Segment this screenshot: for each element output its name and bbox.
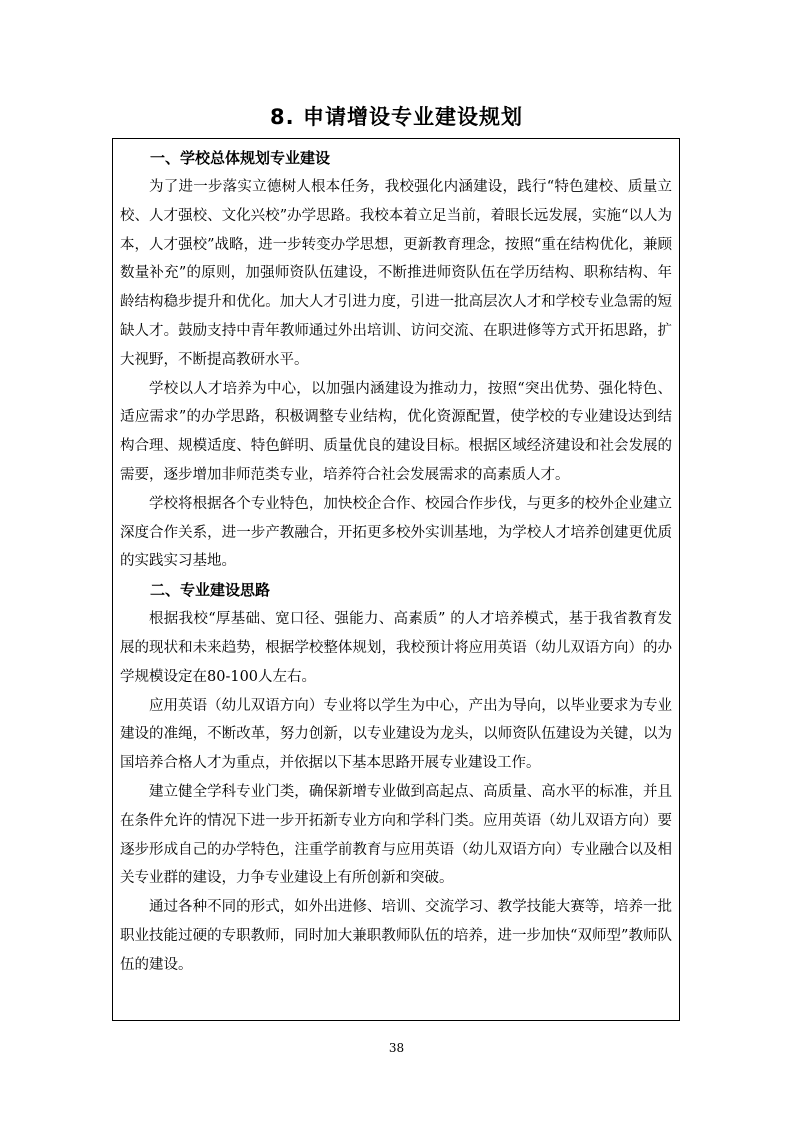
paragraph: 建立健全学科专业门类，确保新增专业做到高起点、高质量、高水平的标准，并且在条件允许的情况下进一步开拓新专业方向和学科门类。应用英语（幼儿双语方向）要逐步形成自己的办学特色，注重学前教育与应用英语（幼儿双语方向）专业融合以及相关专业群的建设，力争专业建设上有所创新和突破。	[120, 783, 672, 887]
page-title: 8. 申请增设专业建设规划	[270, 105, 523, 129]
section-heading: 一、学校总体规划专业建设	[150, 149, 331, 167]
document-body	[120, 144, 672, 980]
paragraph: 根据我校“厚基础、宽口径、强能力、高素质” 的人才培养模式，基于我省教育发展的现状和未来趋势，根据学校整体规划，我校预计将应用英语（幼儿双语方向）的办学规模设定在80-100人左右。	[120, 611, 672, 685]
paragraph: 学校以人才培养为中心，以加强内涵建设为推动力，按照“突出优势、强化特色、适应需求”的办学思路，积极调整专业结构，优化资源配置，使学校的专业建设达到结构合理、规模适度、特色鲜明、质量优良的建设目标。根据区域经济建设和社会发展的需要，逐步增加非师范类专业，培养符合社会发展需求的高素质人才。	[120, 380, 672, 483]
section-construction-ideas	[120, 576, 672, 979]
paragraph: 应用英语（幼儿双语方向）专业将以学生为中心，产出为导向，以毕业要求为专业建设的准绳，不断改革，努力创新，以专业建设为龙头，以师资队伍建设为关键，以为国培养合格人才为重点，并依据以下基本思路开展专业建设工作。	[120, 697, 672, 772]
section-school-plan	[120, 144, 672, 576]
paragraph: 为了进一步落实立德树人根本任务，我校强化内涵建设，践行“特色建校、质量立校、人才强校、文化兴校”办学思路。我校本着立足当前，着眼长远发展，实施“以人为本，人才强校”战略，进一步转变办学思想，更新教育理念，按照“重在结构优化，兼顾数量补充”的原则，加强师资队伍建设，不断推进师资队伍在学历结构、职称结构、年龄结构稳步提升和优化。加大人才引进力度，引进一批高层次人才和学校专业急需的短缺人才。鼓励支持中青年教师通过外出培训、访问交流、在职进修等方式开拓思路，扩大视野，不断提高教研水平。	[120, 179, 672, 368]
page-number: 38	[388, 1041, 405, 1055]
paragraph: 学校将根据各个专业特色，加快校企合作、校园合作步伐，与更多的校外企业建立深度合作关系，进一步产教融合，开拓更多校外实训基地，为学校人才培养创建更优质的实践实习基地。	[120, 495, 672, 570]
section-heading: 二、专业建设思路	[150, 581, 271, 600]
paragraph: 通过各种不同的形式，如外出进修、培训、交流学习、教学技能大赛等，培养一批职业技能过硬的专职教师，同时加大兼职教师队伍的培养，进一步加快“双师型”教师队伍的建设。	[120, 899, 672, 973]
